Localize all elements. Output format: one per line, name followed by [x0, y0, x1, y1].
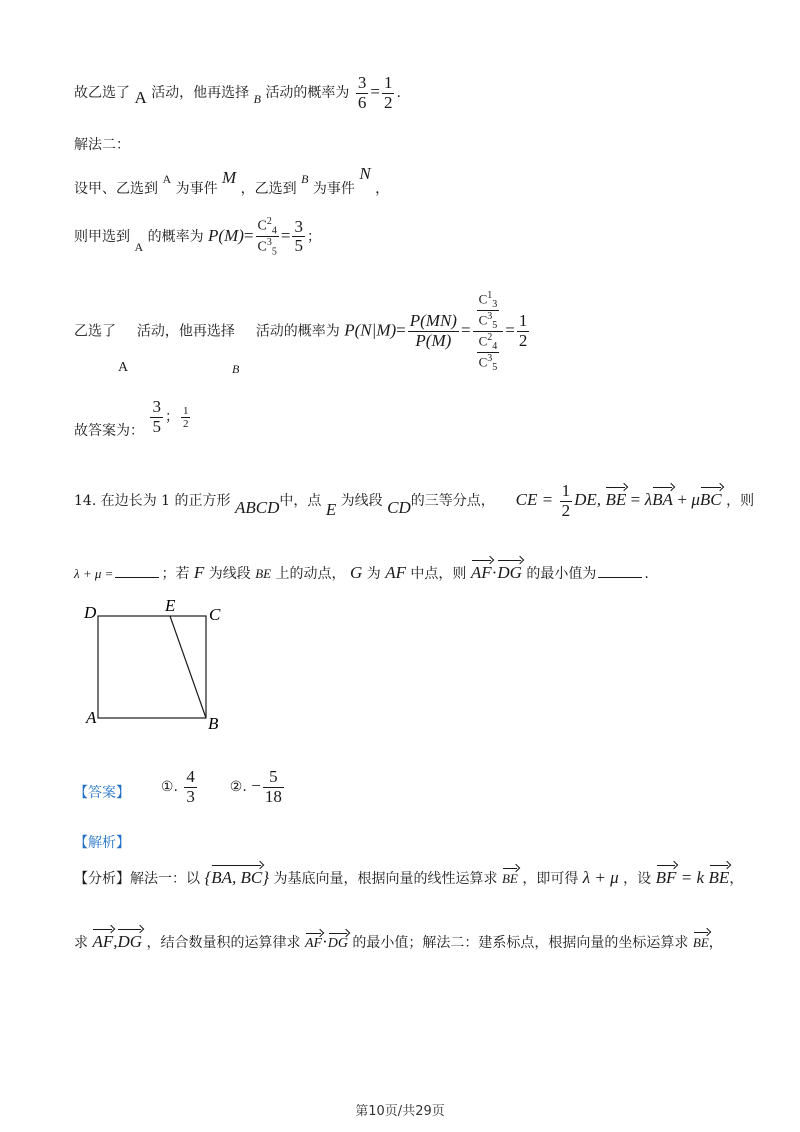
vector-DG: DG	[117, 932, 143, 951]
text: ，	[375, 181, 390, 197]
basis-vectors: BA, BC	[211, 868, 263, 887]
text: 为基底向量，根据向量的线性运算求	[273, 871, 498, 887]
num: 3	[152, 397, 161, 416]
square-ABCD	[98, 616, 206, 718]
num: 3	[294, 216, 303, 236]
comb-C: C	[478, 354, 488, 370]
num: 1	[561, 481, 571, 500]
text: 活动的概率为	[255, 323, 340, 340]
math-B: B	[253, 92, 261, 107]
math-F: F	[193, 563, 205, 582]
minus: −	[251, 776, 261, 796]
text: ；	[306, 228, 321, 245]
sup: 3	[487, 310, 493, 322]
vector-BE: BE	[692, 935, 709, 950]
equals: =	[280, 225, 291, 245]
square-figure	[80, 596, 230, 732]
vector-AF: AF	[304, 936, 323, 951]
text-line	[74, 290, 531, 373]
analysis-line-2	[74, 932, 723, 952]
fraction	[477, 290, 500, 331]
den: 3	[186, 786, 195, 806]
method-two-heading: 解法二：	[74, 137, 130, 153]
fraction	[181, 405, 191, 430]
equals: =	[243, 225, 254, 245]
text: 为线段	[340, 493, 383, 510]
question-number: 14.	[74, 493, 97, 510]
fraction	[184, 768, 197, 806]
den: 5	[294, 236, 303, 256]
sup: 3	[487, 352, 493, 364]
den	[256, 236, 279, 257]
vector-BE: BE	[501, 871, 518, 886]
text: ，结合数量积的运算律求	[146, 935, 301, 951]
answer-one-label: ①.	[160, 779, 178, 796]
dot-operator: ·	[491, 563, 498, 582]
fraction	[263, 768, 284, 806]
num	[477, 332, 500, 352]
vector-BF: BF	[655, 868, 677, 887]
math-BE: BE	[255, 566, 272, 581]
sub: 5	[271, 246, 277, 258]
math-lambda: λ	[644, 490, 653, 510]
period: .	[644, 566, 649, 582]
math-P-N-given-M: P(N|M)	[344, 320, 397, 340]
den	[477, 352, 500, 373]
math-E: E	[325, 500, 337, 520]
comb-C: C	[257, 240, 267, 256]
den	[477, 310, 500, 331]
math-mu: μ	[691, 490, 700, 510]
text-line	[74, 74, 401, 112]
label-D: D	[84, 603, 97, 622]
text: 为事件	[175, 181, 218, 197]
text: 的三等分点，	[410, 493, 495, 510]
math-CD: CD	[387, 498, 411, 518]
text: 则甲选到	[74, 228, 130, 245]
num: P(MN)	[409, 311, 457, 331]
vector-DG: DG	[327, 936, 348, 951]
analysis-line	[74, 868, 743, 888]
answer-two-label: ②.	[229, 779, 247, 796]
math-A: A	[118, 360, 129, 375]
fraction	[256, 216, 279, 258]
text: 的最小值为	[526, 566, 597, 582]
num: 4	[186, 767, 195, 786]
sup: 2	[266, 216, 272, 227]
math-ABCD: ABCD	[234, 498, 280, 518]
math-eq-k: = k	[680, 868, 705, 887]
num: 1	[518, 311, 528, 331]
math-N: N	[359, 164, 371, 183]
basis-set: {BA, BC}	[204, 868, 270, 887]
text-line	[74, 397, 192, 440]
sub: 4	[271, 225, 277, 237]
fraction	[150, 398, 163, 436]
comma: ,	[113, 932, 118, 951]
page-footer: 第10页/共29页	[355, 1104, 445, 1119]
text: 在边长为 1 的正方形	[100, 493, 231, 510]
equals: =	[396, 320, 406, 340]
period: .	[396, 85, 401, 102]
dot-operator: ·	[322, 932, 328, 951]
text: 活动，他再选择	[151, 85, 250, 102]
math-A: A	[134, 88, 147, 108]
fenxi-label: 【分析】	[74, 871, 130, 887]
text: ；若	[161, 566, 190, 582]
num: 3	[357, 73, 367, 92]
text: 活动，他再选择	[136, 323, 235, 340]
fraction	[382, 74, 395, 112]
fraction	[560, 482, 573, 520]
fraction	[517, 312, 530, 350]
math-A: A	[134, 239, 144, 254]
text: ，乙选到	[240, 181, 297, 197]
fraction	[477, 332, 500, 373]
equals: =	[460, 320, 471, 340]
text: 为事件	[312, 181, 355, 197]
sub: 3	[492, 298, 498, 310]
num: 5	[269, 767, 278, 786]
den: 6	[357, 92, 367, 112]
den: 5	[152, 416, 161, 436]
vector-BA: BA	[652, 490, 673, 510]
math-M: M	[222, 168, 237, 187]
text: ，即可得	[522, 871, 579, 887]
comb-C: C	[478, 333, 488, 349]
sub: 4	[492, 340, 498, 352]
equals: =	[505, 320, 515, 340]
sub: 5	[492, 361, 498, 373]
text: 乙选了	[74, 323, 116, 340]
text: 中点，则	[410, 566, 467, 582]
num	[473, 290, 504, 331]
fraction	[356, 74, 369, 112]
math-A: A	[162, 172, 172, 186]
compound-fraction	[473, 290, 504, 373]
math-G: G	[350, 563, 363, 582]
num	[477, 290, 500, 310]
math-CE: CE =	[515, 490, 554, 510]
text: 为线段	[208, 566, 251, 582]
text: 的概率为	[147, 228, 204, 245]
question-14-line2	[74, 563, 649, 583]
math-lambda-plus-mu: λ + μ =	[74, 566, 114, 581]
equals: =	[630, 490, 641, 510]
vector-AF: AF	[470, 563, 492, 582]
vector-BE: BE	[605, 490, 627, 510]
text: ，	[708, 935, 723, 951]
text: ，则	[726, 493, 755, 510]
num: 1	[383, 73, 393, 92]
analysis-label: 【解析】	[74, 835, 130, 851]
text: 上的动点，	[275, 566, 346, 582]
vector-DG: DG	[497, 563, 522, 582]
label-C: C	[209, 605, 221, 624]
answer-blank-1[interactable]	[115, 577, 159, 578]
fraction	[408, 312, 459, 350]
text: 为	[366, 566, 381, 582]
math-lambda-plus-mu: λ + μ	[582, 868, 619, 887]
den: 2	[561, 500, 571, 520]
sup: 1	[487, 290, 493, 301]
vector-AF: AF	[92, 932, 114, 951]
text: 设甲、乙选到	[74, 181, 158, 197]
question-14	[74, 482, 754, 520]
text-line	[74, 216, 321, 258]
text: 活动的概率为	[265, 85, 350, 102]
num: 1	[182, 404, 189, 417]
plus: +	[677, 490, 687, 510]
label-E: E	[165, 596, 176, 615]
math-DE: DE,	[574, 490, 601, 510]
text: ，	[729, 871, 744, 887]
sup: 3	[266, 237, 272, 249]
text-line	[74, 164, 390, 197]
den: 18	[264, 786, 282, 806]
den: 2	[383, 92, 393, 112]
sup: 2	[487, 331, 493, 343]
text: 求	[74, 935, 88, 951]
text: 中，点	[279, 493, 322, 510]
math-B: B	[232, 362, 240, 376]
vector-BE: BE	[708, 868, 730, 887]
den: 2	[182, 417, 189, 430]
math-B: B	[301, 172, 309, 186]
text: 解法一：以	[130, 871, 200, 887]
comb-C: C	[257, 218, 267, 234]
equals: =	[370, 82, 380, 102]
segment-BE	[170, 616, 206, 718]
text: ，设	[623, 871, 652, 887]
answer-line	[74, 768, 286, 806]
vector-BC: BC	[699, 490, 722, 510]
math-P-M: P(M)	[208, 225, 244, 245]
sub: 5	[492, 319, 498, 331]
text: 的最小值；解法二：建系标点，根据向量的坐标运算求	[352, 935, 689, 951]
answer-label: 【答案】	[74, 785, 130, 802]
text: 故乙选了	[74, 85, 130, 102]
den: P(M)	[408, 331, 459, 351]
math-AF: AF	[385, 563, 406, 582]
label-A: A	[86, 708, 97, 727]
fraction	[292, 218, 305, 256]
den	[473, 331, 504, 373]
comb-C: C	[478, 312, 488, 328]
den: 2	[518, 330, 528, 350]
comb-C: C	[478, 291, 488, 307]
num	[256, 216, 279, 236]
answer-label: 故答案为：	[74, 423, 144, 440]
label-B: B	[208, 714, 219, 732]
answer-blank-2[interactable]	[598, 577, 642, 578]
text: ；	[164, 409, 179, 426]
